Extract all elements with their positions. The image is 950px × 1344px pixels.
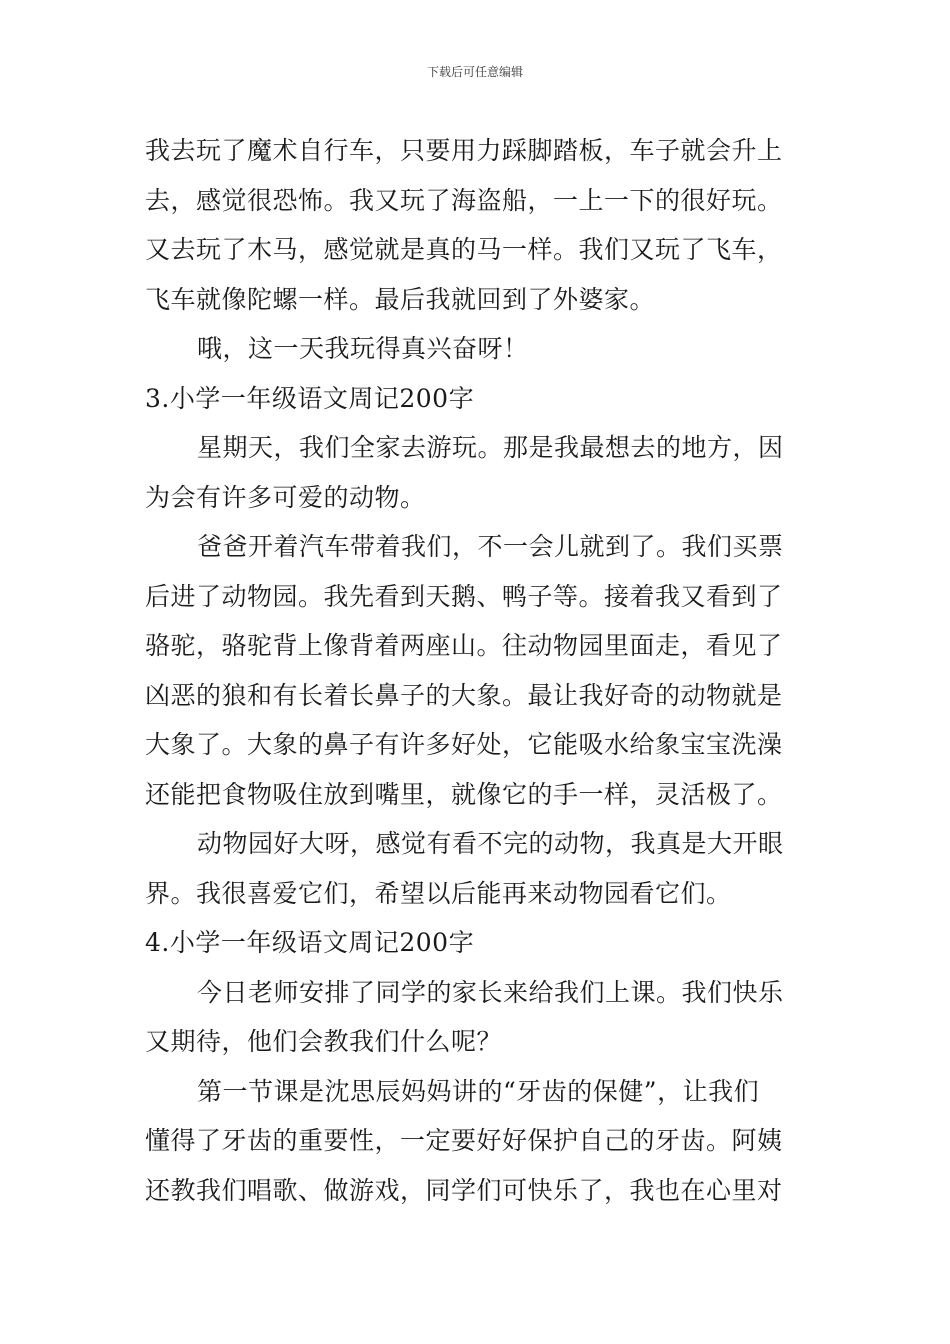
text-line: 哦，这一天我玩得真兴奋呀！ <box>197 334 529 363</box>
text-line: 星期天，我们全家去游玩。那是我最想去的地方，因 <box>197 433 784 462</box>
text-line: 凶恶的狼和有长着长鼻子的大象。最让我好奇的动物就是 <box>145 680 783 710</box>
text-line: 大象了。大象的鼻子有许多好处，它能吸水给象宝宝洗澡 <box>145 730 783 759</box>
text-line: 又期待，他们会教我们什么呢？ <box>145 1027 503 1056</box>
text-line: 又去玩了木马，感觉就是真的马一样。我们又玩了飞车， <box>145 235 783 264</box>
text-line: 4.小学一年级语文周记200字 <box>145 928 475 957</box>
text-line: 3.小学一年级语文周记200字 <box>145 383 475 413</box>
text-line: 动物园好大呀，感觉有看不完的动物，我真是大开眼 <box>197 829 784 858</box>
text-line: 第一节课是沈思辰妈妈讲的“牙齿的保健”，让我们 <box>197 1076 760 1106</box>
document-body <box>145 126 810 1215</box>
page-header: 下载后可任意编辑 <box>426 65 523 79</box>
text-line: 飞车就像陀螺一样。最后我就回到了外婆家。 <box>145 284 656 314</box>
text-line: 骆驼，骆驼背上像背着两座山。往动物园里面走，看见了 <box>145 631 783 660</box>
text-line: 界。我很喜爱它们，希望以后能再来动物园看它们。 <box>145 878 732 908</box>
text-line: 懂得了牙齿的重要性，一定要好好保护自己的牙齿。阿姨 <box>145 1126 783 1155</box>
text-line: 我去玩了魔术自行车，只要用力踩脚踏板，车子就会升上 <box>145 136 783 165</box>
text-line: 还教我们唱歌、做游戏，同学们可快乐了，我也在心里对 <box>145 1175 783 1205</box>
text-line: 后进了动物园。我先看到天鹅、鸭子等。接着我又看到了 <box>145 581 783 611</box>
text-line: 为会有许多可爱的动物。 <box>145 482 426 512</box>
text-line: 今日老师安排了同学的家长来给我们上课。我们快乐 <box>197 977 784 1007</box>
text-line: 去，感觉很恐怖。我又玩了海盗船，一上一下的很好玩。 <box>145 185 783 215</box>
text-line: 还能把食物吸住放到嘴里，就像它的手一样，灵活极了。 <box>145 779 783 809</box>
text-line: 爸爸开着汽车带着我们，不一会儿就到了。我们买票 <box>197 532 784 561</box>
